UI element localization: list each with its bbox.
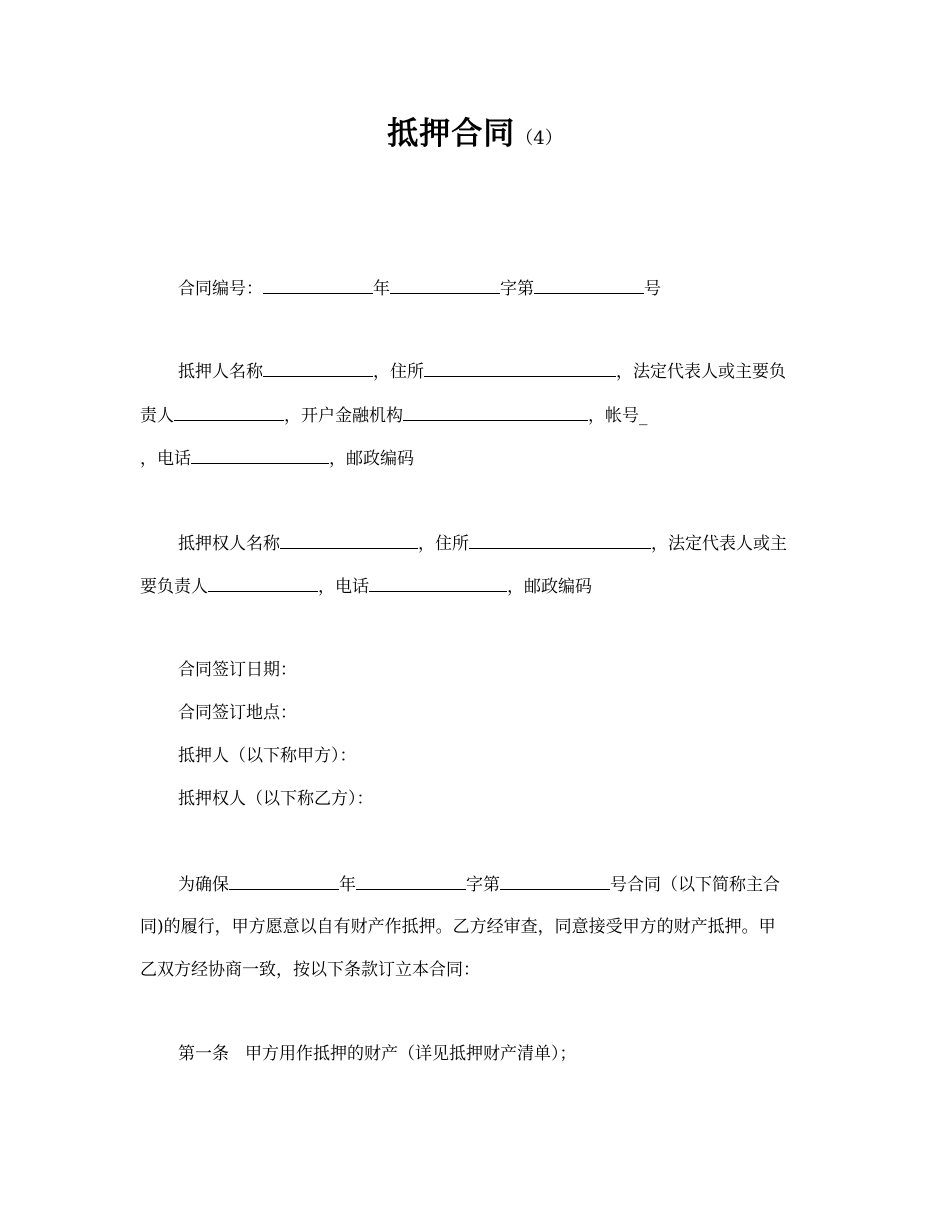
mortgagor-line-2	[140, 402, 648, 428]
mortgagor-name-label: 抵押人名称	[178, 362, 263, 382]
mortgagee-postcode-label: ，邮政编码	[507, 577, 592, 597]
article-1-text: 甲方用作抵押的财产（详见抵押财产清单）；	[245, 1044, 577, 1064]
preamble-hao-rest: 号合同（以下简称主合	[610, 875, 780, 895]
title-main: 抵押合同	[387, 116, 516, 152]
mortgagor-legal-rep-label-cont: 责人	[140, 406, 174, 426]
mortgagor-line-3	[140, 445, 414, 471]
article-1-number: 第一条	[178, 1044, 229, 1064]
mortgagor-bank-blank[interactable]	[403, 402, 588, 421]
signing-date-label: 合同签订日期：	[178, 660, 297, 680]
mortgagor-phone-blank[interactable]	[191, 445, 329, 464]
mortgagee-name-label: 抵押权人名称	[178, 534, 280, 554]
signing-place-line	[178, 700, 297, 726]
mortgagor-account-label: ，帐号_	[588, 406, 648, 426]
preamble-year-label: 年	[339, 875, 356, 895]
contract-number-label: 合同编号：	[178, 279, 263, 299]
preamble-zi-label: 字第	[466, 875, 500, 895]
contract-number-line	[178, 275, 661, 301]
contract-hao-blank[interactable]	[534, 275, 644, 294]
contract-zi-blank[interactable]	[390, 275, 500, 294]
preamble-line-3	[140, 957, 480, 983]
preamble-year-blank[interactable]	[229, 871, 339, 890]
mortgagor-bank-label: ，开户金融机构	[284, 406, 403, 426]
mortgagor-postcode-label: ，邮政编码	[329, 449, 414, 469]
article-1-line	[178, 1041, 577, 1067]
contract-year-blank[interactable]	[263, 275, 373, 294]
mortgagor-phone-label: ，电话	[140, 449, 191, 469]
signing-place-label: 合同签订地点：	[178, 703, 297, 723]
mortgagor-legal-rep-blank[interactable]	[174, 402, 284, 421]
contract-hao-label: 号	[644, 279, 661, 299]
mortgagee-phone-blank[interactable]	[369, 573, 507, 592]
preamble-zi-blank[interactable]	[356, 871, 466, 890]
contract-year-label: 年	[373, 279, 390, 299]
mortgagor-address-label: ，住所	[373, 362, 424, 382]
title-number: （4）	[515, 128, 563, 149]
mortgagor-name-blank[interactable]	[263, 358, 373, 377]
mortgagee-legal-rep-label-cont: 要负责人	[140, 577, 208, 597]
party-b-label: 抵押权人（以下称乙方）：	[178, 789, 374, 809]
mortgagee-address-label: ，住所	[418, 534, 469, 554]
contract-zi-label: 字第	[500, 279, 534, 299]
preamble-line-3-text: 乙双方经协商一致，按以下条款订立本合同：	[140, 960, 480, 980]
preamble-hao-blank[interactable]	[500, 871, 610, 890]
mortgagor-address-blank[interactable]	[424, 358, 616, 377]
party-a-label: 抵押人（以下称甲方）：	[178, 746, 357, 766]
mortgagee-legal-rep-blank[interactable]	[208, 573, 318, 592]
signing-date-line	[178, 657, 297, 683]
party-a-line	[178, 743, 357, 769]
mortgagor-legal-rep-label: ，法定代表人或主要负	[616, 362, 786, 382]
mortgagee-line-2	[140, 573, 592, 599]
mortgagee-phone-label: ，电话	[318, 577, 369, 597]
preamble-line-1	[178, 871, 780, 897]
preamble-line-2	[140, 914, 776, 940]
document-title	[0, 112, 950, 161]
mortgagee-name-blank[interactable]	[280, 530, 418, 549]
preamble-line-2-text: 同)的履行，甲方愿意以自有财产作抵押。乙方经审查，同意接受甲方的财产抵押。甲	[140, 917, 776, 937]
mortgagee-line-1	[178, 530, 787, 556]
mortgagee-legal-rep-label: ，法定代表人或主	[651, 534, 787, 554]
mortgagor-line-1	[178, 358, 786, 384]
mortgagee-address-blank[interactable]	[469, 530, 651, 549]
preamble-start: 为确保	[178, 875, 229, 895]
party-b-line	[178, 786, 374, 812]
